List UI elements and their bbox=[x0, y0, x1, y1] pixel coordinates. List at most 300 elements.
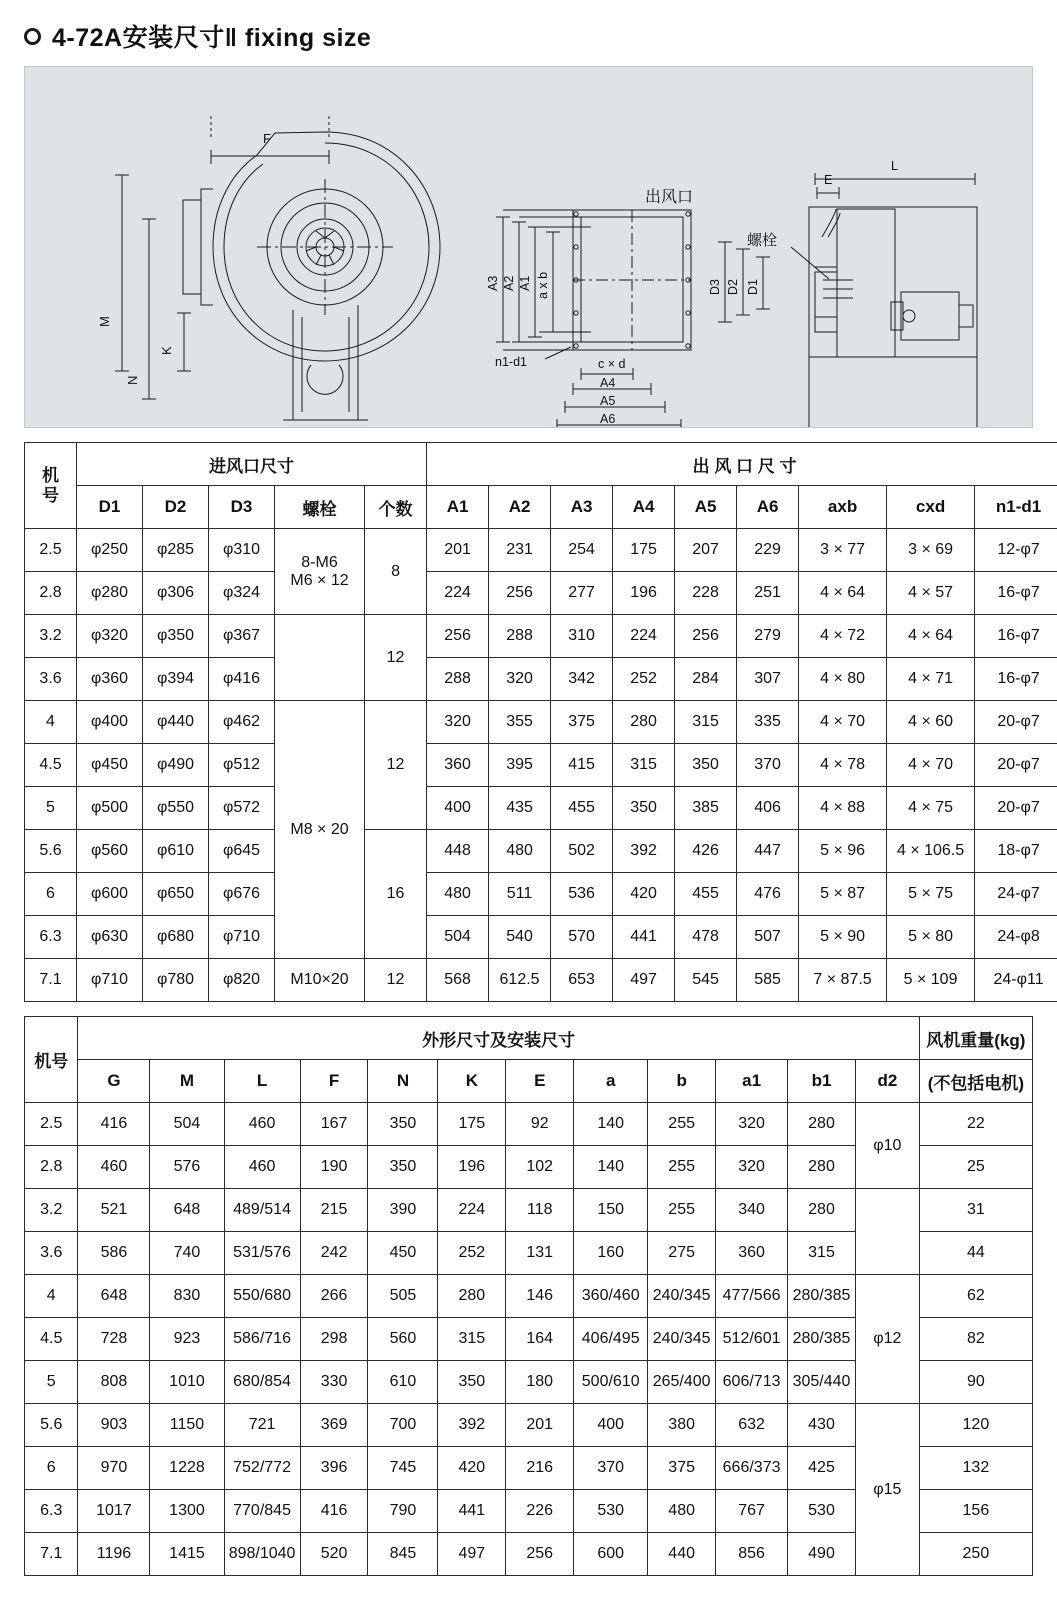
cell-D2: φ650 bbox=[143, 873, 209, 916]
cell2-E: 180 bbox=[506, 1361, 574, 1404]
label-outlet-title: 出风口 bbox=[645, 189, 694, 206]
cell-A4: 350 bbox=[613, 787, 675, 830]
cell2-G: 586 bbox=[78, 1232, 150, 1275]
cell-A3: 536 bbox=[551, 873, 613, 916]
cell2-a: 406/495 bbox=[574, 1318, 648, 1361]
cell-A2: 231 bbox=[489, 529, 551, 572]
table2-row bbox=[25, 1103, 1033, 1146]
cell-D2: φ490 bbox=[143, 744, 209, 787]
cell-machine-no: 6 bbox=[25, 873, 77, 916]
cell-A2: 612.5 bbox=[489, 959, 551, 1002]
cell2-a1: 512/601 bbox=[716, 1318, 788, 1361]
cell-A5: 207 bbox=[675, 529, 737, 572]
cell-A4: 441 bbox=[613, 916, 675, 959]
cell2-a1: 606/713 bbox=[716, 1361, 788, 1404]
cell2-M: 923 bbox=[150, 1318, 224, 1361]
cell2-K: 280 bbox=[438, 1275, 506, 1318]
header2-b: b bbox=[648, 1060, 716, 1103]
cell2-M: 1415 bbox=[150, 1533, 224, 1576]
cell2-d2-blank bbox=[855, 1189, 919, 1275]
cell-D3: φ512 bbox=[209, 744, 275, 787]
cell-D1: φ560 bbox=[77, 830, 143, 873]
cell-A4: 497 bbox=[613, 959, 675, 1002]
cell-axb: 4 × 80 bbox=[799, 658, 887, 701]
cell-bolt-blank bbox=[275, 615, 365, 701]
table-row bbox=[25, 701, 1057, 744]
cell2-E: 216 bbox=[506, 1447, 574, 1490]
label-axb: a x b bbox=[536, 271, 550, 299]
header-D1: D1 bbox=[77, 486, 143, 529]
table-row bbox=[25, 959, 1057, 1002]
label-A5: A5 bbox=[600, 394, 616, 408]
cell2-M: 1010 bbox=[150, 1361, 224, 1404]
table2-row bbox=[25, 1275, 1033, 1318]
cell2-N: 390 bbox=[368, 1189, 438, 1232]
header2-d2: d2 bbox=[855, 1060, 919, 1103]
cell2-machine-no: 6.3 bbox=[25, 1490, 78, 1533]
cell-A5: 284 bbox=[675, 658, 737, 701]
header-A4: A4 bbox=[613, 486, 675, 529]
cell2-weight: 90 bbox=[919, 1361, 1032, 1404]
cell2-K: 392 bbox=[438, 1404, 506, 1447]
cell2-machine-no: 5.6 bbox=[25, 1404, 78, 1447]
cell2-G: 970 bbox=[78, 1447, 150, 1490]
cell2-G: 903 bbox=[78, 1404, 150, 1447]
cell2-K: 175 bbox=[438, 1103, 506, 1146]
header2-a1: a1 bbox=[716, 1060, 788, 1103]
header-axb: axb bbox=[799, 486, 887, 529]
cell2-E: 92 bbox=[506, 1103, 574, 1146]
cell2-b1: 490 bbox=[788, 1533, 856, 1576]
cell-A1: 480 bbox=[427, 873, 489, 916]
cell2-E: 256 bbox=[506, 1533, 574, 1576]
table2-subheader-row bbox=[25, 1060, 1033, 1103]
cell-D1: φ360 bbox=[77, 658, 143, 701]
cell2-M: 1150 bbox=[150, 1404, 224, 1447]
label-N: N bbox=[125, 375, 140, 385]
cell-machine-no: 5 bbox=[25, 787, 77, 830]
cell2-a1: 856 bbox=[716, 1533, 788, 1576]
cell-A3: 653 bbox=[551, 959, 613, 1002]
cell-axb: 4 × 70 bbox=[799, 701, 887, 744]
header2-M: M bbox=[150, 1060, 224, 1103]
cell-A5: 426 bbox=[675, 830, 737, 873]
cell2-a: 500/610 bbox=[574, 1361, 648, 1404]
cell2-d2-phi15: φ15 bbox=[855, 1404, 919, 1576]
cell2-N: 350 bbox=[368, 1103, 438, 1146]
cell-A1: 448 bbox=[427, 830, 489, 873]
cell2-E: 226 bbox=[506, 1490, 574, 1533]
cell2-a: 150 bbox=[574, 1189, 648, 1232]
cell-D2: φ285 bbox=[143, 529, 209, 572]
cell-n1-d1: 16-φ7 bbox=[975, 572, 1057, 615]
label-M: M bbox=[97, 316, 112, 327]
cell-A1: 256 bbox=[427, 615, 489, 658]
cell2-a1: 767 bbox=[716, 1490, 788, 1533]
cell-axb: 4 × 78 bbox=[799, 744, 887, 787]
cell-cxd: 5 × 109 bbox=[887, 959, 975, 1002]
cell-cxd: 3 × 69 bbox=[887, 529, 975, 572]
header2-N: N bbox=[368, 1060, 438, 1103]
cell2-L: 460 bbox=[224, 1146, 300, 1189]
cell2-a: 400 bbox=[574, 1404, 648, 1447]
label-D2: D2 bbox=[726, 279, 740, 295]
cell-D2: φ350 bbox=[143, 615, 209, 658]
cell-A6: 251 bbox=[737, 572, 799, 615]
cell-A4: 175 bbox=[613, 529, 675, 572]
cell2-b: 375 bbox=[648, 1447, 716, 1490]
cell2-L: 460 bbox=[224, 1103, 300, 1146]
cell-D1: φ400 bbox=[77, 701, 143, 744]
dimensions-table-inlet-outlet bbox=[24, 442, 1057, 1002]
cell-A2: 355 bbox=[489, 701, 551, 744]
cell2-a: 530 bbox=[574, 1490, 648, 1533]
cell-A6: 279 bbox=[737, 615, 799, 658]
cell-count-16: 16 bbox=[365, 830, 427, 959]
cell-n1-d1: 20-φ7 bbox=[975, 787, 1057, 830]
header-A2: A2 bbox=[489, 486, 551, 529]
cell-axb: 5 × 87 bbox=[799, 873, 887, 916]
cell2-E: 118 bbox=[506, 1189, 574, 1232]
cell-A4: 280 bbox=[613, 701, 675, 744]
cell-A3: 455 bbox=[551, 787, 613, 830]
header2-F: F bbox=[300, 1060, 368, 1103]
header2-weight-line1: 风机重量(kg) bbox=[919, 1017, 1032, 1060]
cell-axb: 4 × 64 bbox=[799, 572, 887, 615]
cell2-E: 201 bbox=[506, 1404, 574, 1447]
cell-n1-d1: 24-φ11 bbox=[975, 959, 1057, 1002]
drawing-svg bbox=[25, 67, 1033, 427]
cell2-b1: 280/385 bbox=[788, 1275, 856, 1318]
cell2-F: 215 bbox=[300, 1189, 368, 1232]
cell2-weight: 132 bbox=[919, 1447, 1032, 1490]
cell-A2: 540 bbox=[489, 916, 551, 959]
cell2-b1: 425 bbox=[788, 1447, 856, 1490]
cell2-N: 505 bbox=[368, 1275, 438, 1318]
cell2-a: 160 bbox=[574, 1232, 648, 1275]
cell-n1-d1: 20-φ7 bbox=[975, 744, 1057, 787]
cell-axb: 4 × 88 bbox=[799, 787, 887, 830]
cell2-L: 898/1040 bbox=[224, 1533, 300, 1576]
cell-A1: 201 bbox=[427, 529, 489, 572]
cell2-weight: 62 bbox=[919, 1275, 1032, 1318]
cell2-N: 610 bbox=[368, 1361, 438, 1404]
cell-machine-no: 4.5 bbox=[25, 744, 77, 787]
cell2-E: 102 bbox=[506, 1146, 574, 1189]
cell-n1-d1: 18-φ7 bbox=[975, 830, 1057, 873]
cell-axb: 5 × 90 bbox=[799, 916, 887, 959]
cell2-b1: 280/385 bbox=[788, 1318, 856, 1361]
title-text: 4-72A安装尺寸‖ fixing size bbox=[52, 24, 372, 52]
label-L: L bbox=[891, 159, 898, 173]
cell-A6: 406 bbox=[737, 787, 799, 830]
cell2-L: 489/514 bbox=[224, 1189, 300, 1232]
cell-A5: 315 bbox=[675, 701, 737, 744]
cell2-K: 441 bbox=[438, 1490, 506, 1533]
cell2-N: 560 bbox=[368, 1318, 438, 1361]
cell2-b1: 530 bbox=[788, 1490, 856, 1533]
cell-cxd: 4 × 64 bbox=[887, 615, 975, 658]
header-D2: D2 bbox=[143, 486, 209, 529]
cell2-G: 521 bbox=[78, 1189, 150, 1232]
cell-cxd: 4 × 106.5 bbox=[887, 830, 975, 873]
cell-A3: 570 bbox=[551, 916, 613, 959]
header2-G: G bbox=[78, 1060, 150, 1103]
cell-D1: φ630 bbox=[77, 916, 143, 959]
cell-machine-no: 3.2 bbox=[25, 615, 77, 658]
cell2-a: 360/460 bbox=[574, 1275, 648, 1318]
header2-b1: b1 bbox=[788, 1060, 856, 1103]
header-inlet-group: 进风口尺寸 bbox=[77, 443, 427, 486]
cell-A4: 392 bbox=[613, 830, 675, 873]
cell2-a1: 320 bbox=[716, 1146, 788, 1189]
cell-count-8: 8 bbox=[365, 529, 427, 615]
cell2-G: 1196 bbox=[78, 1533, 150, 1576]
cell-D2: φ550 bbox=[143, 787, 209, 830]
cell-axb: 3 × 77 bbox=[799, 529, 887, 572]
table-row bbox=[25, 658, 1057, 701]
cell2-K: 252 bbox=[438, 1232, 506, 1275]
cell-axb: 4 × 72 bbox=[799, 615, 887, 658]
cell2-F: 416 bbox=[300, 1490, 368, 1533]
cell-count: 12 bbox=[365, 959, 427, 1002]
cell2-M: 1228 bbox=[150, 1447, 224, 1490]
cell2-machine-no: 7.1 bbox=[25, 1533, 78, 1576]
page-title bbox=[0, 0, 1057, 64]
cell2-M: 830 bbox=[150, 1275, 224, 1318]
cell-A2: 511 bbox=[489, 873, 551, 916]
cell2-N: 350 bbox=[368, 1146, 438, 1189]
cell-A6: 335 bbox=[737, 701, 799, 744]
cell-A4: 315 bbox=[613, 744, 675, 787]
cell-n1-d1: 12-φ7 bbox=[975, 529, 1057, 572]
table-row bbox=[25, 873, 1057, 916]
header-A6: A6 bbox=[737, 486, 799, 529]
cell2-a: 140 bbox=[574, 1103, 648, 1146]
table-row bbox=[25, 916, 1057, 959]
cell2-M: 576 bbox=[150, 1146, 224, 1189]
cell-D1: φ710 bbox=[77, 959, 143, 1002]
cell2-M: 504 bbox=[150, 1103, 224, 1146]
cell2-machine-no: 2.5 bbox=[25, 1103, 78, 1146]
cell2-F: 242 bbox=[300, 1232, 368, 1275]
cell2-b: 265/400 bbox=[648, 1361, 716, 1404]
header-A5: A5 bbox=[675, 486, 737, 529]
cell-D2: φ680 bbox=[143, 916, 209, 959]
label-bolt: 螺栓 bbox=[747, 232, 778, 249]
cell-machine-no: 5.6 bbox=[25, 830, 77, 873]
label-F: F bbox=[263, 131, 271, 146]
cell2-F: 520 bbox=[300, 1533, 368, 1576]
cell2-a1: 477/566 bbox=[716, 1275, 788, 1318]
cell-bolt-m10: M10×20 bbox=[275, 959, 365, 1002]
cell2-b: 480 bbox=[648, 1490, 716, 1533]
cell2-a1: 340 bbox=[716, 1189, 788, 1232]
dimensions-table-overall bbox=[24, 1016, 1033, 1576]
label-D3: D3 bbox=[708, 279, 722, 295]
cell-A5: 455 bbox=[675, 873, 737, 916]
table-row bbox=[25, 615, 1057, 658]
cell-n1-d1: 24-φ8 bbox=[975, 916, 1057, 959]
cell2-M: 648 bbox=[150, 1189, 224, 1232]
header2-K: K bbox=[438, 1060, 506, 1103]
label-A4: A4 bbox=[600, 376, 616, 390]
table2-header-row bbox=[25, 1017, 1033, 1060]
table2-row bbox=[25, 1189, 1033, 1232]
cell2-weight: 156 bbox=[919, 1490, 1032, 1533]
cell-count-12b: 12 bbox=[365, 701, 427, 830]
cell-A5: 545 bbox=[675, 959, 737, 1002]
cell2-machine-no: 5 bbox=[25, 1361, 78, 1404]
cell2-d2-phi12: φ12 bbox=[855, 1275, 919, 1404]
cell-A3: 502 bbox=[551, 830, 613, 873]
cell2-machine-no: 6 bbox=[25, 1447, 78, 1490]
label-K: K bbox=[159, 346, 174, 355]
cell-n1-d1: 20-φ7 bbox=[975, 701, 1057, 744]
cell-A1: 360 bbox=[427, 744, 489, 787]
cell-A2: 395 bbox=[489, 744, 551, 787]
header2-E: E bbox=[506, 1060, 574, 1103]
cell-cxd: 4 × 57 bbox=[887, 572, 975, 615]
cell-machine-no: 7.1 bbox=[25, 959, 77, 1002]
cell-A2: 288 bbox=[489, 615, 551, 658]
cell2-L: 770/845 bbox=[224, 1490, 300, 1533]
cell2-N: 450 bbox=[368, 1232, 438, 1275]
cell2-d2-phi10: φ10 bbox=[855, 1103, 919, 1189]
cell-D3: φ462 bbox=[209, 701, 275, 744]
cell-A2: 435 bbox=[489, 787, 551, 830]
cell2-a1: 360 bbox=[716, 1232, 788, 1275]
cell-A6: 370 bbox=[737, 744, 799, 787]
cell2-F: 298 bbox=[300, 1318, 368, 1361]
cell2-K: 420 bbox=[438, 1447, 506, 1490]
technical-drawing bbox=[24, 66, 1033, 428]
label-cxd: c × d bbox=[598, 357, 626, 371]
cell-A2: 256 bbox=[489, 572, 551, 615]
cell2-machine-no: 4.5 bbox=[25, 1318, 78, 1361]
cell2-E: 146 bbox=[506, 1275, 574, 1318]
cell-D3: φ324 bbox=[209, 572, 275, 615]
cell2-b: 240/345 bbox=[648, 1275, 716, 1318]
cell-cxd: 4 × 70 bbox=[887, 744, 975, 787]
cell2-N: 790 bbox=[368, 1490, 438, 1533]
cell2-E: 164 bbox=[506, 1318, 574, 1361]
cell-D1: φ280 bbox=[77, 572, 143, 615]
cell2-b1: 430 bbox=[788, 1404, 856, 1447]
label-A1: A1 bbox=[518, 275, 532, 291]
cell2-b: 380 bbox=[648, 1404, 716, 1447]
cell2-weight: 44 bbox=[919, 1232, 1032, 1275]
cell2-F: 396 bbox=[300, 1447, 368, 1490]
cell-D2: φ306 bbox=[143, 572, 209, 615]
cell-A1: 224 bbox=[427, 572, 489, 615]
header-count: 个数 bbox=[365, 486, 427, 529]
cell2-machine-no: 2.8 bbox=[25, 1146, 78, 1189]
cell-cxd: 5 × 75 bbox=[887, 873, 975, 916]
cell-D1: φ600 bbox=[77, 873, 143, 916]
cell2-K: 497 bbox=[438, 1533, 506, 1576]
cell-n1-d1: 16-φ7 bbox=[975, 658, 1057, 701]
cell-A3: 342 bbox=[551, 658, 613, 701]
cell-axb: 7 × 87.5 bbox=[799, 959, 887, 1002]
header-outlet-group: 出 风 口 尺 寸 bbox=[427, 443, 1057, 486]
cell2-a: 600 bbox=[574, 1533, 648, 1576]
cell2-F: 369 bbox=[300, 1404, 368, 1447]
cell2-machine-no: 3.6 bbox=[25, 1232, 78, 1275]
cell-cxd: 5 × 80 bbox=[887, 916, 975, 959]
cell-D1: φ450 bbox=[77, 744, 143, 787]
cell-A6: 307 bbox=[737, 658, 799, 701]
cell2-machine-no: 3.2 bbox=[25, 1189, 78, 1232]
cell2-N: 745 bbox=[368, 1447, 438, 1490]
cell-A1: 504 bbox=[427, 916, 489, 959]
cell2-L: 586/716 bbox=[224, 1318, 300, 1361]
header2-machine-no: 机号 bbox=[25, 1017, 78, 1103]
cell2-weight: 31 bbox=[919, 1189, 1032, 1232]
bolt-line2: M6 × 12 bbox=[290, 571, 349, 589]
cell-A6: 476 bbox=[737, 873, 799, 916]
cell2-M: 740 bbox=[150, 1232, 224, 1275]
cell2-L: 531/576 bbox=[224, 1232, 300, 1275]
cell2-G: 648 bbox=[78, 1275, 150, 1318]
cell2-a1: 632 bbox=[716, 1404, 788, 1447]
cell-D3: φ310 bbox=[209, 529, 275, 572]
cell2-a1: 666/373 bbox=[716, 1447, 788, 1490]
cell-bolt-group-1 bbox=[275, 529, 365, 615]
cell2-weight: 22 bbox=[919, 1103, 1032, 1146]
cell-A3: 254 bbox=[551, 529, 613, 572]
table-row bbox=[25, 572, 1057, 615]
table-row bbox=[25, 744, 1057, 787]
cell2-F: 190 bbox=[300, 1146, 368, 1189]
label-A6: A6 bbox=[600, 412, 616, 426]
cell-cxd: 4 × 60 bbox=[887, 701, 975, 744]
table2-row bbox=[25, 1404, 1033, 1447]
header-cxd: cxd bbox=[887, 486, 975, 529]
cell2-K: 315 bbox=[438, 1318, 506, 1361]
cell-A6: 229 bbox=[737, 529, 799, 572]
cell-A3: 375 bbox=[551, 701, 613, 744]
cell-D3: φ645 bbox=[209, 830, 275, 873]
label-A2: A2 bbox=[502, 275, 516, 291]
cell-A4: 420 bbox=[613, 873, 675, 916]
header-bolt: 螺栓 bbox=[275, 486, 365, 529]
cell-A5: 228 bbox=[675, 572, 737, 615]
cell2-b: 255 bbox=[648, 1146, 716, 1189]
cell-machine-no: 3.6 bbox=[25, 658, 77, 701]
label-A3: A3 bbox=[486, 275, 500, 291]
cell-D3: φ572 bbox=[209, 787, 275, 830]
cell-A5: 385 bbox=[675, 787, 737, 830]
cell-A4: 196 bbox=[613, 572, 675, 615]
cell2-G: 728 bbox=[78, 1318, 150, 1361]
table-row bbox=[25, 529, 1057, 572]
cell-n1-d1: 24-φ7 bbox=[975, 873, 1057, 916]
cell2-M: 1300 bbox=[150, 1490, 224, 1533]
header-A1: A1 bbox=[427, 486, 489, 529]
cell-axb: 5 × 96 bbox=[799, 830, 887, 873]
header-n1-d1: n1-d1 bbox=[975, 486, 1057, 529]
cell-A2: 320 bbox=[489, 658, 551, 701]
cell2-L: 680/854 bbox=[224, 1361, 300, 1404]
cell2-a: 140 bbox=[574, 1146, 648, 1189]
cell-D3: φ820 bbox=[209, 959, 275, 1002]
cell2-K: 224 bbox=[438, 1189, 506, 1232]
cell-n1-d1: 16-φ7 bbox=[975, 615, 1057, 658]
cell-A2: 480 bbox=[489, 830, 551, 873]
cell-A1: 320 bbox=[427, 701, 489, 744]
cell-machine-no: 2.8 bbox=[25, 572, 77, 615]
